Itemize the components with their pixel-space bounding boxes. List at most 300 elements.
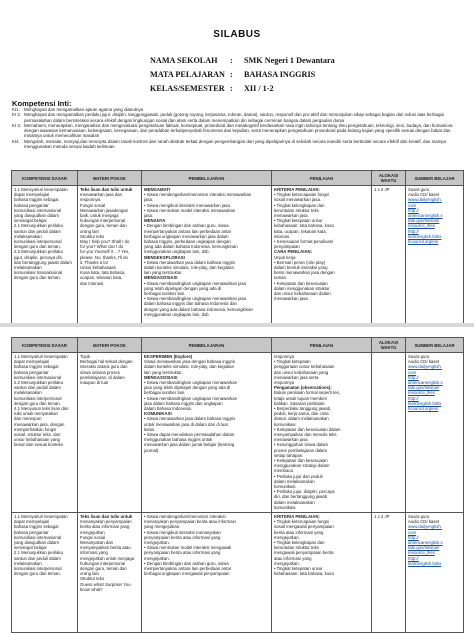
cell-line: • Berperilaku tanggung jawab, [274, 406, 332, 412]
cell-line: santun dan peduli dalam [14, 555, 61, 561]
cell-line: komunikasi interpersonal [14, 239, 62, 245]
ki-label: KI 3. [12, 122, 22, 128]
cell-line: • Perilaku jujur dan peduli [274, 473, 323, 479]
cell-line: mengejutkan. [144, 555, 170, 561]
cell-line: journal). [144, 447, 160, 453]
cell-line: menggunakan strategi dalam [274, 463, 330, 469]
cell-alokasi [372, 186, 406, 324]
cell-line: Guess what! Surprise! You [80, 581, 131, 587]
cell-line: kebahasaan: tata bahasa, kosa [274, 223, 334, 229]
cell-line: melaksanakan [14, 233, 42, 239]
cell-line: keruntutan struktur teks [274, 545, 319, 551]
cell-line: 2.2 Menunjukkan perilaku [14, 249, 63, 255]
cell-line: dengan yang ada dalam bahasa indonesia, kemungkinan [144, 306, 253, 312]
table-header-row [12, 171, 464, 186]
cell-line: 1 x 2 JP [374, 187, 390, 192]
cell-line: lain yang terstruktur. [144, 369, 183, 375]
cell-line: responnya [274, 380, 295, 386]
meta-colon: : [230, 55, 233, 65]
cell-line: dan intonasi. [80, 280, 105, 286]
table-row [12, 513, 464, 633]
cell-line: menyampaikan dan menulis teks [274, 432, 337, 438]
header-pembelajaran: PEMBELAJARAN [142, 171, 272, 186]
cell-line: menawarkan jasa [274, 437, 308, 443]
cell-line: resource_files [408, 223, 435, 229]
meta-key: NAMA SEKOLAH [150, 55, 218, 65]
cell-line: teman. [274, 275, 288, 281]
cell-line: • Bermain peran (role play) [274, 259, 326, 265]
cell-line: sosial mengawali penyampaian [274, 524, 334, 530]
cell-line: orang lain [80, 228, 99, 234]
cell-line: 1.1 Mensyukuri kesempatan [14, 187, 68, 192]
cell-line: Topik [80, 354, 91, 359]
cell-line: dalam konteks simulasi, role-play, dan kegiatan [144, 364, 234, 370]
cell-line: com [408, 202, 417, 208]
cell-line: mengejutkan. [274, 534, 300, 540]
cell-line: learnenglish.britis [408, 233, 442, 239]
cell-line: • Perilaku jujur, disiplin, percaya [274, 489, 335, 495]
cell-line: atau informasi yang [274, 555, 312, 561]
cell-line: CARA PENILAIAN: [274, 249, 313, 255]
cell-line: • Siswa membandingkan ungkapan menawarkan [144, 395, 237, 401]
cell-line: melaksanakan [14, 560, 42, 566]
cell-line: berbagai ungkapan menawarkan jasa dalam [144, 233, 229, 239]
cell-line: jasa. [144, 213, 154, 219]
cell-line: Bukan penilaian formal seperti tes, [274, 390, 340, 396]
cell-line: hcouncil.org/en/ [408, 406, 439, 412]
cell-line: kebahasaan: tata bahasa, kosa [274, 571, 334, 577]
cell-line: Suara guru [408, 514, 430, 519]
cell-line: 1.1 Mensyukuri kesempatan [14, 354, 68, 359]
cell-line: • Tingkat ketepatan unsur [274, 566, 323, 572]
cell-line: http:// [408, 395, 419, 401]
cell-line: lain yang terstruktur. [144, 270, 183, 276]
cell-line: semangat belajar [14, 545, 47, 551]
cell-line: hubungan interpersonal [80, 560, 126, 566]
cell-line: • Kesungguhan siswa dalam [274, 442, 329, 448]
ki-item [12, 112, 464, 123]
cell-line: know what? [80, 586, 103, 592]
header-sumber-belajar: SUMBER BELAJAR [406, 171, 464, 186]
cell-line: komunikasi transaksional [14, 270, 63, 276]
ki-item [12, 123, 464, 139]
cell-line: • Siswa menirukan model interaksi menawarkan [144, 207, 236, 213]
cell-line: www.dailyenglish. [408, 524, 442, 530]
cell-line: penyampaian berita atau informasi yang [144, 550, 221, 556]
cell-line: responnya [274, 354, 295, 359]
cell-line: 2.1 Menunjukkan perilaku [14, 223, 63, 229]
cell-line: dan unsur kebahasaan dalam [274, 291, 331, 297]
cell-line: penggunaan unsur kebahasaan [274, 364, 335, 370]
cell-line: Pengamatan (observations): [274, 385, 332, 391]
meta-colon: : [230, 69, 233, 79]
cell-line: hubungan interpersonal [80, 218, 126, 224]
header-alokasi-waktu: ALOKASI WAKTU [372, 338, 406, 353]
cell-line: • Siswa membandingkan ungkapan menawarkan jasa [144, 280, 247, 286]
meta-value: SMK Negeri 1 Dewantara [244, 55, 335, 65]
cell-line: menanyakan penyampaian berita atau informasi [144, 519, 236, 525]
cell-line: menggunakan bahasa Inggris untuk [144, 437, 213, 443]
cell-line: mempertanyakan antara lain perbedaan antar [144, 566, 232, 572]
cell-line: www.dailyenglish. [408, 197, 442, 203]
cell-line: proses pembelajaran dalam [274, 447, 328, 453]
cell-line: komunikasi [274, 504, 296, 510]
cell-sumber [406, 186, 464, 324]
cell-line: • Siswa mengikuti interaksi menanyakan [144, 529, 221, 535]
cell-line: berbagai sumber lain. [144, 291, 186, 297]
cell-line: kata, ucapan, tekanan kata, [274, 228, 327, 234]
ki-text: Menghayati dan mengamalkan ajaran agama yang dianutnya [24, 107, 144, 112]
cell-line: • Kesesuaian format penulisan/ [274, 239, 334, 245]
cell-line: balikan. Sasaran penilaian: [274, 400, 326, 406]
header-penilaian: PENILAIAN [272, 338, 372, 353]
cell-line: • Siswa membandingkan ungkapan menawarkan [144, 380, 237, 386]
cell-line: KOMUNIKASI [144, 411, 172, 417]
cell-line: • Ketepatan dan kesesuaian [274, 280, 328, 286]
cell-materi [78, 513, 142, 633]
cell-line: Audio CD/ kaset [408, 192, 440, 198]
cell-line: dan merespon [14, 416, 42, 422]
meta-value: BAHASA INGGRIS [244, 69, 316, 79]
cell-line: komunikasi internasional [14, 534, 62, 540]
cell-line: • Siswa mendengarkan/menonton interaksi [144, 514, 226, 519]
cell-line: mengejutkan untuk menjaga [80, 555, 134, 561]
header-alokasi-waktu: ALOKASI WAKTU [372, 171, 406, 186]
cell-line: yang diwujudkan dalam [14, 213, 59, 219]
cell-line: berita atau informasi yang [274, 529, 324, 535]
cell-line: kelas. [144, 426, 156, 432]
cell-line: menanyakan penyampaian [80, 519, 132, 525]
cell-line: MENGASOSIASI [144, 374, 178, 380]
cell-line: siswa selama proses [80, 369, 120, 375]
header-materi-pokok: MATERI POKOK [78, 171, 142, 186]
cell-line: • Tingkat kelengkapan dan [274, 540, 325, 546]
cell-line: berbagai sumber lain. [144, 390, 186, 396]
cell-line: hcouncil.org/en/ [408, 239, 439, 245]
cell-line: informasi yang [80, 550, 108, 556]
cell-line: penyampaian [274, 244, 300, 250]
cell-line: dalam bahasa Indonesia. [144, 406, 193, 412]
cell-line: MENGAMATI [144, 187, 171, 192]
ki-label: KI4. [12, 138, 20, 144]
cell-line: komunikasi interpersonal [14, 395, 62, 401]
header-kompetensi-dasar: KOMPETENSI DASAR [12, 338, 78, 353]
cell-line: berita atau informasi yang [80, 524, 130, 530]
cell-line: penyampaian berita atau informasi yang [144, 534, 221, 540]
cell-alokasi [372, 353, 406, 513]
cell-line: • Siswa dapat menuliskan permasalahan dalam [144, 432, 235, 438]
cell-line: santun dan peduli dalam [14, 228, 61, 234]
cell-line: 1.1 Mensyukuri kesempatan [14, 514, 68, 519]
cell-line: • Ketepatan dan kesesuaian [274, 458, 328, 464]
cell-line: Teks lisan dan tulis untuk [80, 187, 133, 192]
cell-line: Struktur teks [80, 233, 105, 239]
cell-line: jujur, disiplin, percaya diri, [14, 254, 64, 260]
cell-line: • Siswa membandingkan ungkapan menawarkan jasa [144, 296, 247, 302]
cell-line: membaca [274, 468, 293, 474]
meta-key: KELAS/SEMESTER [150, 83, 225, 93]
cell-line: mengawali penyampaian berita [274, 550, 334, 556]
cell-line: sosial, struktur teks, dan [14, 432, 61, 438]
cell-line: learnenglish.britis [408, 400, 442, 406]
cell-line: • Tingkat ketercapaian fungsi [274, 192, 330, 198]
cell-materi [78, 353, 142, 513]
cell-line: bahasa pengantar [14, 369, 49, 375]
meta-row-school [150, 53, 335, 67]
cell-line: • Tingkat ketepatan unsur [274, 218, 323, 224]
cell-line: menggunakan ungkapan lain, dsb. [144, 311, 210, 317]
cell-line: • Siswa mendengarkan/menonton interaksi menawarkan [144, 192, 252, 198]
cell-line: 1 x 2 JP [374, 514, 390, 519]
cell-line: unsur kebahasaan yang [14, 437, 60, 443]
cell-line: ucapan, tekanan kata, [80, 275, 123, 281]
cell-sumber [406, 353, 464, 513]
cell-line: dengan guru, teman dan [80, 223, 127, 229]
cell-line: Audio CD/ kaset [408, 359, 440, 365]
cell-line: bahasa Inggris sebagai [14, 524, 59, 530]
cell-line: com [408, 529, 417, 535]
cell-line: yang ada dalam bahasa Indonesia, kemungkinan [144, 244, 238, 250]
cell-line: intonasi. [274, 233, 291, 239]
meta-colon: : [230, 83, 233, 93]
cell-line: mengejutkan [80, 529, 105, 535]
cell-line: bahasa pengantar [14, 202, 49, 208]
ki-text: Mengolah, menalar, menyaji,dan mencipta dalam ranah konkret dan ranah abstrak terkait dengan pengembangan dari yang dipelajarinya di sekolah secara mandiri serta bertindak secara efektif dan kreatif, dan mampu menggunakan metoda sesuai kaidah keilmuan [24, 138, 447, 150]
cell-pembelajaran [142, 186, 272, 324]
cell-line: yang telah dipelajari dengan yang ada di [144, 285, 222, 291]
cell-line: resource_files [408, 390, 435, 396]
header-pembelajaran: PEMBELAJARAN [142, 338, 272, 353]
cell-line: berisi menawarkan jasa dengan [274, 270, 335, 276]
cell-line: Fungsi sosial [80, 202, 106, 208]
cell-line: 2.1 Menunjukkan perilaku [14, 550, 63, 556]
cell-line: komunikasi [274, 484, 296, 490]
cell-penilaian [272, 186, 372, 324]
syllabus-page-2 [0, 327, 474, 632]
cell-line: maupun di luar [80, 380, 109, 386]
cell-line: pembelajaran, di dalam [80, 374, 125, 380]
table-row [12, 186, 464, 324]
cell-line: com [408, 369, 417, 375]
cell-line: http:// [408, 374, 419, 380]
cell-line: it. Thanks a lot [80, 259, 108, 265]
cell-line: • Dengan bimbingan dan arahan guru, siswa [144, 223, 229, 229]
cell-line: • Dengan bimbingan dan arahan guru, siswa [144, 560, 229, 566]
cell-line: tulis untuk menyatakan [14, 411, 58, 417]
cell-line: Menanyakan dan [80, 540, 113, 546]
meta-key: MATA PELAJARAN [150, 69, 225, 79]
cell-line: dalam menggunakan struktur [274, 285, 330, 291]
cell-line: Teks lisan dan tulis untuk [80, 514, 133, 519]
cell-line: menawarkan jasa serta [274, 374, 319, 380]
cell-line: komunikasi internasional [14, 207, 62, 213]
core-competency-heading: Kompetensi Inti: [12, 99, 72, 108]
cell-line: menawarkan jasa. [274, 213, 309, 219]
cell-line: interaksi antara guru dan [80, 364, 128, 370]
cell-line: komunikasi interpersonal [14, 566, 62, 572]
cell-line: komunikasi [274, 421, 296, 427]
cell-line: melaksanakan [14, 390, 42, 396]
cell-line: dapat mempelajari [14, 519, 50, 525]
cell-line: mengejutkan. [274, 560, 300, 566]
cell-line: yang mengejutkan. [144, 524, 181, 530]
cell-line: Menawarkan jasadengan [80, 207, 129, 213]
cell-line: Struktur teks [80, 576, 105, 582]
cell-line: Unjuk kerja [274, 254, 296, 260]
cell-line: dalam melaksanakan [274, 478, 315, 484]
cell-line: dengan guru dan teman. [14, 244, 61, 250]
ki-label: KI 2. [12, 112, 22, 118]
cell-line: bahasa Inggris, perbedaan ungkapan dengan [144, 239, 231, 245]
cell-line: americanenglish.s [408, 380, 443, 386]
cell-line: MENANYA [144, 218, 166, 224]
cell-line: dengan guru, teman dan [80, 566, 127, 572]
ki-text: Menghayati dan mengamalkan perilaku jujur, disiplin, tanggungjawab, peduli (gotong royong, kerjasama, toleran, damai), santun, responsif dan pro-aktif dan menunjukan sikap sebagai bagian dari solusi atas berbagai permasalahan dalam berinteraksi secara efektif dengan lingkungan sosial dan alam serta dalam menempatkan diri sebagai cerminan bangsa dalam pergaulan dunia [24, 112, 444, 123]
cell-sumber [406, 513, 464, 633]
ki-item [12, 139, 464, 150]
cell-line: Audio CD/ kaset [408, 519, 440, 525]
cell-line: dalam bentuk interaksi yang [274, 265, 328, 271]
meta-row-class [150, 81, 335, 95]
cell-line: menyampaikan berita atau [80, 545, 131, 551]
cell-line: • Siswa mengikuti interaksi menawarkan jasa. [144, 202, 232, 208]
cell-line: jasa. [144, 197, 154, 203]
cell-line: http:// [408, 555, 419, 561]
cell-line: memperhatikan fungsi [14, 426, 57, 432]
header-kompetensi-dasar: KOMPETENSI DASAR [12, 171, 78, 186]
cell-line: 4.1 Menyusun teks lisan dan [14, 406, 69, 412]
table-header-row [12, 338, 464, 353]
cell-line: peduli, kerja sama, dan cinta [274, 411, 329, 417]
cell-line: for you Yourself it ...? Yes, [80, 249, 130, 255]
cell-line: • Siswa menirukan model interaksi mengawali [144, 545, 232, 551]
cell-line: tate.gov/files/ae/ [408, 385, 440, 391]
cell-line: dapat mempelajari [14, 192, 50, 198]
cell-line: menggunakan ungkapan lain, dsb. [144, 249, 210, 255]
cell-materi [78, 186, 142, 324]
cell-line: http:// [408, 228, 419, 234]
cell-line: responnya. [80, 197, 102, 203]
cell-line: diri, dan bertanggung jawab [274, 494, 328, 500]
cell-line: jasa yang telah dipelajari dengan yang ada di [144, 385, 231, 391]
cell-line: bahasa Inggris sebagai [14, 197, 59, 203]
cell-line: tate.gov/files/ae/ [408, 218, 440, 224]
cell-line: mempertanyakan antara lain perbedaan antar [144, 228, 232, 234]
cell-line: semangat belajar [14, 218, 47, 224]
ki-text: Memahami, menerapkan, menganalisis dan mengevaluasi pengetahuan faktual, konseptual, prosedural dan metakognitif berdasarkan rasa ingin tahunya tentang ilmu pengetahuan, teknologi, seni, budaya, dan humaniora dengan wawasan kemanusiaan, kebangsaan, kenegaraan, dan peradaban terkaitpenyebab fenomena dan kejadian, serta menerapkan pengetahuan prosedural pada bidang kajian yang spesifik sesuai dengan bakat dan minatnya untuk memecahkan masalah [24, 122, 453, 139]
cell-line: Suara guru [408, 354, 430, 359]
cell-line: menawarkan jasa, dengan [14, 421, 65, 427]
cell-penilaian [272, 513, 372, 633]
cell-line: resource_files [408, 550, 435, 556]
cell-alokasi [372, 513, 406, 633]
cell-line: komunikasi internasional [14, 374, 62, 380]
header-sumber-belajar: SUMBER BELAJAR [406, 338, 464, 353]
cell-line: dan unsur kebahasaan yang [274, 369, 329, 375]
cell-line: dengan guru dan teman. [14, 400, 61, 406]
cell-line: • Tingkat kelengkapan dan [274, 202, 325, 208]
cell-line: keruntutan struktur teks [274, 207, 319, 213]
cell-line: tetapi untuk tujuan memberi [274, 395, 328, 401]
syllabus-table-page-2 [11, 337, 464, 633]
cell-line: for you? What can I do [80, 244, 124, 250]
cell-line: Unsur kebahasaan [80, 265, 117, 271]
cell-line: dalam melaksanakan [274, 499, 315, 505]
cell-line: • Ketepatan dan kesesuaian dalam [274, 426, 341, 432]
cell-line: dengan guru dan teman. [14, 571, 61, 577]
header-materi-pokok: MATERI POKOK [78, 338, 142, 353]
syllabus-table-page-1 [11, 170, 464, 324]
table-row [12, 353, 464, 513]
cell-line: KRITERIA PENILAIAN: [274, 514, 320, 519]
cell-line: learnenglish.britis [408, 560, 442, 566]
cell-kd [12, 353, 78, 513]
cell-line: baik, untuk menjaga [80, 213, 119, 219]
cell-line: • Siswa menawarkan jasa dalam bahasa Inggris [144, 416, 236, 422]
header-penilaian: PENILAIAN [272, 171, 372, 186]
cell-line: jasa dalam bahasa Inggris dan ungkapan [144, 400, 223, 406]
cell-line: dengan guru dan teman. [14, 275, 61, 281]
cell-penilaian [272, 353, 372, 513]
cell-line: MENGEKSPLORASI [144, 254, 185, 260]
cell-line: please. No, thanks, I'll do [80, 254, 128, 260]
cell-line: EKSPERIMEN (Explore) [144, 354, 193, 359]
cell-line: Fungsi sosial [80, 534, 106, 540]
cell-line: menawarkan jasa dalam jurnal belajar (learning [144, 442, 235, 448]
cell-line: menawarkan jasa dan [80, 192, 123, 198]
cell-line: • Tingkat ketepatan [274, 359, 311, 365]
cell-line: bahasa pengantar [14, 529, 49, 535]
cell-line: benar dan sesuai konteks [14, 442, 63, 448]
cell-line: dalam konteks simulasi, role-play, dan kegiatan [144, 265, 234, 271]
cell-line: www.dailyenglish. [408, 364, 442, 370]
cell-line: americanenglish.s [408, 213, 443, 219]
cell-pembelajaran [142, 513, 272, 633]
cell-line: tate.gov/files/ae/ [408, 545, 440, 551]
cell-line: berbagai ungkapan mengawali penyampaian [144, 571, 230, 577]
cell-line: Siswa menawarkan jasa dengan bahasa inggris [144, 359, 236, 365]
cell-line: May I help you? Shall I do [80, 239, 130, 245]
cell-line: melaksanakan [14, 265, 42, 271]
school-info [150, 53, 335, 95]
cell-line: bahasa Inggris sebagai [14, 364, 59, 370]
cell-line: Suara guru [408, 187, 430, 192]
cell-line: dapat mempelajari [14, 359, 50, 365]
cell-line: Kosa kata, tata bahasa, [80, 270, 126, 276]
cell-line: orang lain [80, 571, 99, 577]
cell-line: MENGASOSIASI [144, 275, 178, 281]
cell-line: menawarkan jasa. [274, 296, 309, 302]
cell-line: • Tingkat ketercapaian fungsi [274, 519, 330, 525]
cell-line: dalam bahasa Inggris dan bahasa Indonesia dan [144, 301, 237, 307]
cell-line: untuk menawarkan jasa di dalam dan di luar [144, 421, 229, 427]
cell-kd [12, 513, 78, 633]
cell-line: Berbagai hal terkait dengan [80, 359, 133, 365]
cell-line: damai, dalam melaksanakan [274, 416, 329, 422]
meta-row-subject [150, 67, 335, 81]
cell-line: sosial menawarkan jasa. [274, 197, 322, 203]
cell-line: santun dan peduli dalam [14, 385, 61, 391]
cell-pembelajaran [142, 353, 272, 513]
cell-line: setiap tahapan. [274, 452, 304, 458]
ki-label: KI1. [12, 107, 20, 112]
cell-line: http:// [408, 207, 419, 213]
cell-kd [12, 186, 78, 324]
document-title: SILABUS [213, 29, 261, 40]
cell-line: mengejutkan. [144, 540, 170, 546]
cell-line: americanenglish.s [408, 540, 443, 546]
cell-line: http:// [408, 534, 419, 540]
